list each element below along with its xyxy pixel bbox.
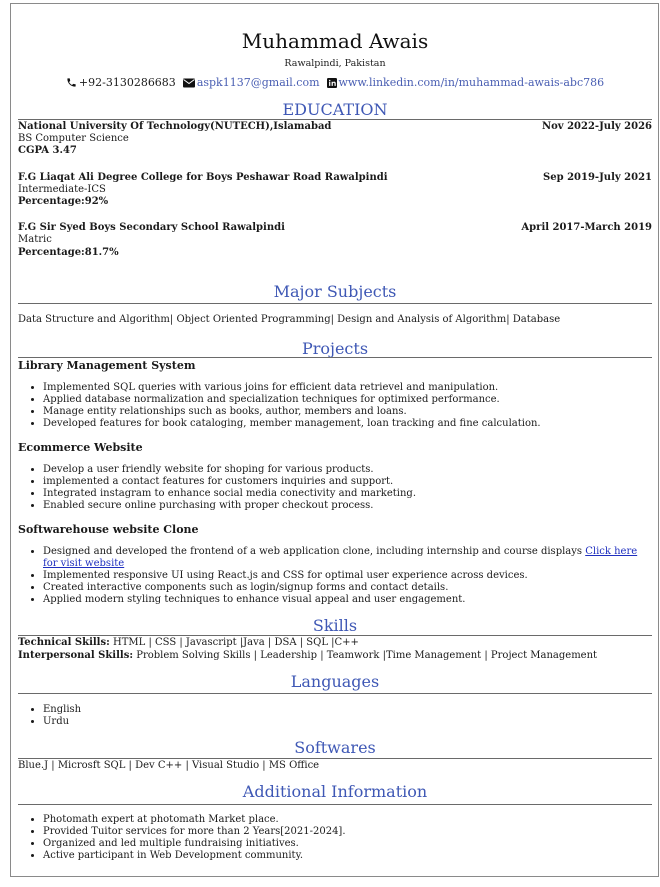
edu-school-1: National University Of Technology(NUTECH),Islamabad xyxy=(18,121,332,132)
list-item: • Created interactive components such as login/signup forms and contact details. xyxy=(43,582,652,594)
email-link[interactable]: aspk1137@gmail.com xyxy=(196,76,320,89)
project-title-library: Library Management System xyxy=(18,359,196,372)
project-title-ecommerce: Ecommerce Website xyxy=(18,441,143,454)
phone-number[interactable]: +92-3130286683 xyxy=(78,76,176,89)
edu-score-3: Percentage:81.7% xyxy=(18,247,119,258)
linkedin-link[interactable]: www.linkedin.com/in/muhammad-awais-abc786 xyxy=(338,76,605,89)
additional-list xyxy=(18,814,652,862)
phone-icon xyxy=(66,77,77,91)
list-item: • English xyxy=(43,704,652,716)
additional-divider xyxy=(18,804,652,805)
envelope-icon xyxy=(183,78,195,91)
list-item: • Provided Tuitor services for more than 2 Years[2021-2024]. xyxy=(43,826,652,838)
bullet-text: Designed and developed the frontend of a web application clone, including internship and course displays xyxy=(43,546,586,557)
education-divider xyxy=(18,119,652,120)
list-item: • Applied database normalization and specialization techniques for optimixed performance. xyxy=(43,394,652,406)
skills-divider xyxy=(18,635,652,636)
list-item: • Implemented SQL queries with various joins for efficient data retrievel and manipulation. xyxy=(43,382,652,394)
edu-school-3: F.G Sir Syed Boys Secondary School Rawalpindi xyxy=(18,222,285,233)
subjects-heading: Major Subjects xyxy=(273,282,397,301)
edu-degree-2: Intermediate-ICS xyxy=(18,184,106,195)
languages-list xyxy=(18,704,652,728)
visit-website-link[interactable]: Click here for visit website xyxy=(43,546,638,569)
list-item: • Developed features for book cataloging, member management, loan tracking and fine calculation. xyxy=(43,418,652,430)
list-item: • Urdu xyxy=(43,716,652,728)
softwares-list: Blue.J | Microsft SQL | Dev C++ | Visual Studio | MS Office xyxy=(18,760,320,771)
additional-heading: Additional Information xyxy=(242,782,428,801)
project-title-softwarehouse: Softwarehouse website Clone xyxy=(18,523,199,536)
languages-heading: Languages xyxy=(290,672,380,691)
projects-heading: Projects xyxy=(301,339,369,358)
project-ecommerce-bullets xyxy=(18,464,652,512)
projects-divider xyxy=(18,357,652,358)
list-item: • Develop a user friendly website for shoping for various products. xyxy=(43,464,652,476)
edu-dates-1: Nov 2022-July 2026 xyxy=(541,121,652,132)
languages-divider xyxy=(18,693,652,694)
softwares-heading: Softwares xyxy=(294,738,376,757)
candidate-location: Rawalpindi, Pakistan xyxy=(284,58,386,69)
resume-page xyxy=(10,3,659,877)
list-item: • Manage entity relationships such as books, author, members and loans. xyxy=(43,406,652,418)
list-item: • Applied modern styling techniques to enhance visual appeal and user engagement. xyxy=(43,594,652,606)
edu-score-1: CGPA 3.47 xyxy=(18,145,77,156)
contact-line xyxy=(18,76,652,91)
edu-dates-3: April 2017-March 2019 xyxy=(521,222,652,233)
list-item: • Active participant in Web Development community. xyxy=(43,850,652,862)
interpersonal-skills xyxy=(18,650,597,661)
subjects-list: Data Structure and Algorithm| Object Oriented Programming| Design and Analysis of Algorithm| Database xyxy=(18,314,561,325)
edu-dates-2: Sep 2019-July 2021 xyxy=(543,172,652,183)
skills-heading: Skills xyxy=(312,616,358,635)
technical-skills xyxy=(18,637,359,648)
project-library-bullets xyxy=(18,382,652,430)
edu-degree-3: Matric xyxy=(18,234,52,245)
project-softwarehouse-bullets xyxy=(18,546,652,606)
list-item: • Enabled secure online purchasing with proper checkout process. xyxy=(43,500,652,512)
list-item: • Implemented responsive UI using React.js and CSS for optimal user experience across devices. xyxy=(43,570,652,582)
list-item: • implemented a contact features for customers inquiries and support. xyxy=(43,476,652,488)
edu-degree-1: BS Computer Science xyxy=(18,133,129,144)
edu-score-2: Percentage:92% xyxy=(18,196,109,207)
interpersonal-skills-label: Interpersonal Skills: xyxy=(18,650,134,661)
softwares-divider xyxy=(18,758,652,759)
subjects-divider xyxy=(18,303,652,304)
list-item: • Organized and led multiple fundraising initiatives. xyxy=(43,838,652,850)
interpersonal-skills-list: Problem Solving Skills | Leadership | Teamwork |Time Management | Project Management xyxy=(136,650,598,661)
linkedin-icon xyxy=(327,78,337,91)
technical-skills-list: HTML | CSS | Javascript |Java | DSA | SQL |C++ xyxy=(113,637,359,648)
list-item: • Photomath expert at photomath Market place. xyxy=(43,814,652,826)
candidate-name: Muhammad Awais xyxy=(241,29,429,53)
list-item: • Integrated instagram to enhance social media conectivity and marketing. xyxy=(43,488,652,500)
technical-skills-label: Technical Skills: xyxy=(18,637,110,648)
list-item xyxy=(43,546,652,570)
edu-school-2: F.G Liaqat Ali Degree College for Boys Peshawar Road Rawalpindi xyxy=(18,172,388,183)
education-heading: EDUCATION xyxy=(282,100,388,119)
